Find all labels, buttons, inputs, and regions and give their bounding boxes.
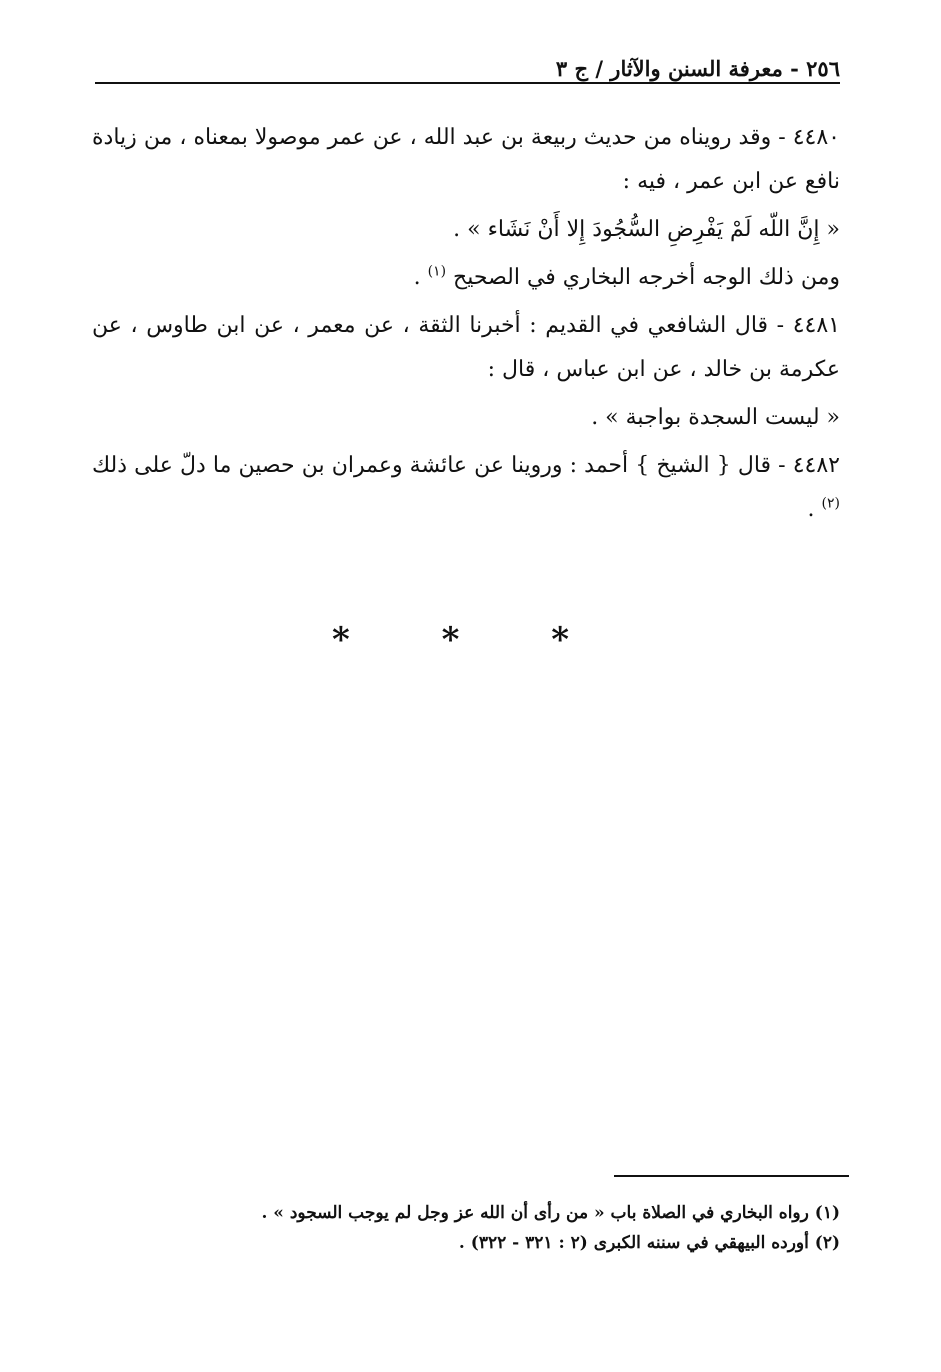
paragraph-text: ٤٤٨١ - قال الشافعي في القديم : أخبرنا الثقة ، عن معمر ، عن ابن طاوس ، عن عكرمة بن خالد ، عن ابن عباس ، قال : <box>92 313 840 382</box>
footnote-rule <box>614 1175 849 1177</box>
footnote-ref-2: (٢) <box>821 495 840 512</box>
quote-text: « ليست السجدة بواجبة » . <box>591 405 840 430</box>
paragraph-4482 <box>92 444 840 532</box>
paragraph-text: ٤٤٨٢ - قال { الشيخ } أحمد : وروينا عن عائشة وعمران بن حصين ما دلّ على ذلك <box>92 453 840 478</box>
footnote-ref-1: (١) <box>427 263 447 280</box>
quote-text: « إِنَّ اللّه لَمْ يَفْرِضِ السُّجُودَ إِلا أَنْ نَشَاء » . <box>453 217 840 242</box>
paragraph-tail: . <box>807 497 822 522</box>
footnotes <box>200 1198 840 1258</box>
footnote-1: (١) رواه البخاري في الصلاة باب « من رأى أن الله عز وجل لم يوجب السجود » . <box>261 1203 840 1223</box>
paragraph-text: ومن ذلك الوجه أخرجه البخاري في الصحيح <box>453 265 840 290</box>
footnote-2: (٢) أورده البيهقي في سننه الكبرى (٢ : ٣٢١ - ٣٢٢) . <box>458 1233 840 1253</box>
quote-4480 <box>92 208 840 252</box>
running-head: ٢٥٦ - معرفة السنن والآثار / ج ٣ <box>546 56 840 81</box>
paragraph-bukhari-note <box>92 256 840 300</box>
paragraph-text: ٤٤٨٠ - وقد رويناه من حديث ربيعة بن عبد الله ، عن عمر موصولا بمعناه ، من زيادة نافع عن ابن عمر ، فيه : <box>92 125 840 194</box>
quote-4481 <box>92 396 840 440</box>
main-text <box>92 116 840 536</box>
paragraph-4480 <box>92 116 840 204</box>
section-separator: * * * <box>331 620 609 660</box>
paragraph-tail: . <box>413 265 428 290</box>
paragraph-4481 <box>92 304 840 392</box>
page-header <box>95 52 840 92</box>
header-rule <box>95 82 840 84</box>
